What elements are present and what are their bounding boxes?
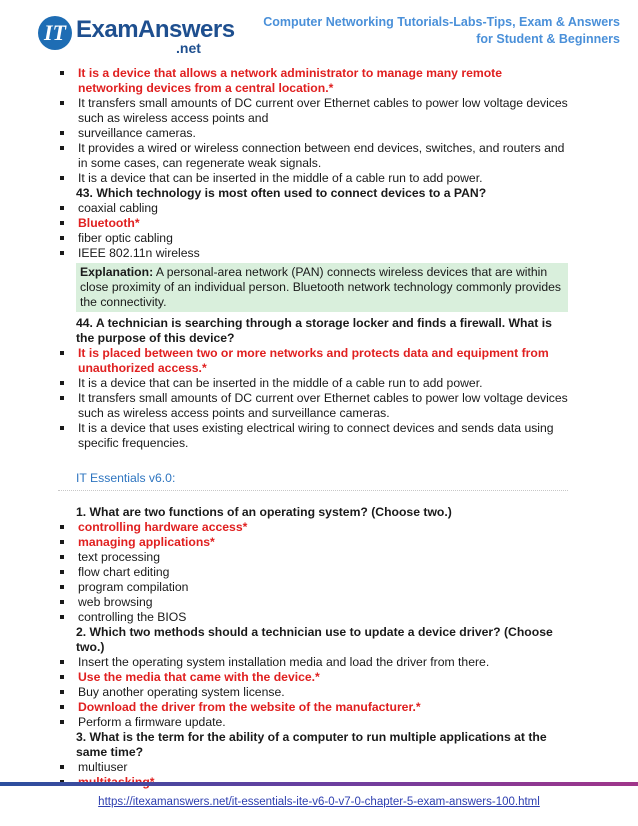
answer-option: Perform a firmware update.: [58, 715, 568, 730]
answer-option: flow chart editing: [58, 565, 568, 580]
question-44: 44. A technician is searching through a storage locker and finds a firewall. What is the purpose of this device?: [76, 316, 552, 345]
answer-list-q44: [58, 346, 568, 451]
question-1: 1. What are two functions of an operating system? (Choose two.): [76, 505, 452, 519]
site-tagline: [260, 14, 620, 48]
explanation-box: [76, 263, 568, 312]
answer-list-s1: [58, 520, 568, 625]
question-2: 2. Which two methods should a technician use to update a device driver? (Choose two.): [76, 625, 553, 654]
tagline-line-2: for Student & Beginners: [476, 32, 620, 46]
answer-option: program compilation: [58, 580, 568, 595]
site-logo[interactable]: [38, 10, 235, 56]
answer-option: Download the driver from the website of the manufacturer.*: [58, 700, 568, 715]
answer-option: web browsing: [58, 595, 568, 610]
answer-option: IEEE 802.11n wireless: [58, 246, 568, 261]
page-header: [0, 0, 638, 62]
answer-option: fiber optic cabling: [58, 231, 568, 246]
answer-option: controlling hardware access*: [58, 520, 568, 535]
page-content: [58, 66, 568, 790]
explanation-text: A personal-area network (PAN) connects wireless devices that are within close proximity of an individual person. Bluetooth network technology commonly provides the connectivity.: [80, 265, 561, 309]
answer-option: Use the media that came with the device.*: [58, 670, 568, 685]
answer-option: It is a device that can be inserted in the middle of a cable run to add power.: [58, 376, 568, 391]
answer-option: surveillance cameras.: [58, 126, 568, 141]
answer-option: controlling the BIOS: [58, 610, 568, 625]
answer-option: multiuser: [58, 760, 568, 775]
logo-it-badge: IT: [38, 16, 72, 50]
answer-list-q43: [58, 201, 568, 261]
explanation-label: Explanation:: [80, 265, 154, 279]
logo-brand-text: ExamAnswers: [76, 16, 235, 43]
answer-option: Insert the operating system installation media and load the driver from there.: [58, 655, 568, 670]
answer-option: Buy another operating system license.: [58, 685, 568, 700]
footer-source-link[interactable]: https://itexamanswers.net/it-essentials-ite-v6-0-v7-0-chapter-5-exam-answers-100.html: [98, 796, 540, 808]
answer-option: text processing: [58, 550, 568, 565]
answer-list-block1: [58, 66, 568, 186]
logo-tld: .net: [176, 40, 201, 56]
answer-option: It transfers small amounts of DC current over Ethernet cables to power low voltage devices such as wireless access points and: [58, 96, 568, 126]
question-43: 43. Which technology is most often used to connect devices to a PAN?: [76, 186, 487, 200]
answer-option: It is a device that uses existing electrical wiring to connect devices and sends data using specific frequencies.: [58, 421, 568, 451]
answer-option: It transfers small amounts of DC current over Ethernet cables to power low voltage devices such as wireless access points and surveillance cameras.: [58, 391, 568, 421]
footer-divider: [0, 782, 638, 786]
answer-list-s2: [58, 655, 568, 730]
answer-option: managing applications*: [58, 535, 568, 550]
answer-option: coaxial cabling: [58, 201, 568, 216]
question-3: 3. What is the term for the ability of a computer to run multiple applications at the same time?: [76, 730, 547, 759]
answer-option: It is a device that can be inserted in the middle of a cable run to add power.: [58, 171, 568, 186]
answer-option: It is a device that allows a network administrator to manage many remote networking devices from a central location.*: [58, 66, 568, 96]
tagline-line-1: Computer Networking Tutorials-Labs-Tips, Exam & Answers: [263, 15, 620, 29]
section-heading: IT Essentials v6.0:: [58, 471, 568, 491]
answer-option: It provides a wired or wireless connection between end devices, switches, and routers and in some cases, can regenerate weak signals.: [58, 141, 568, 171]
answer-option: It is placed between two or more networks and protects data and equipment from unauthorized access.*: [58, 346, 568, 376]
answer-option: Bluetooth*: [58, 216, 568, 231]
